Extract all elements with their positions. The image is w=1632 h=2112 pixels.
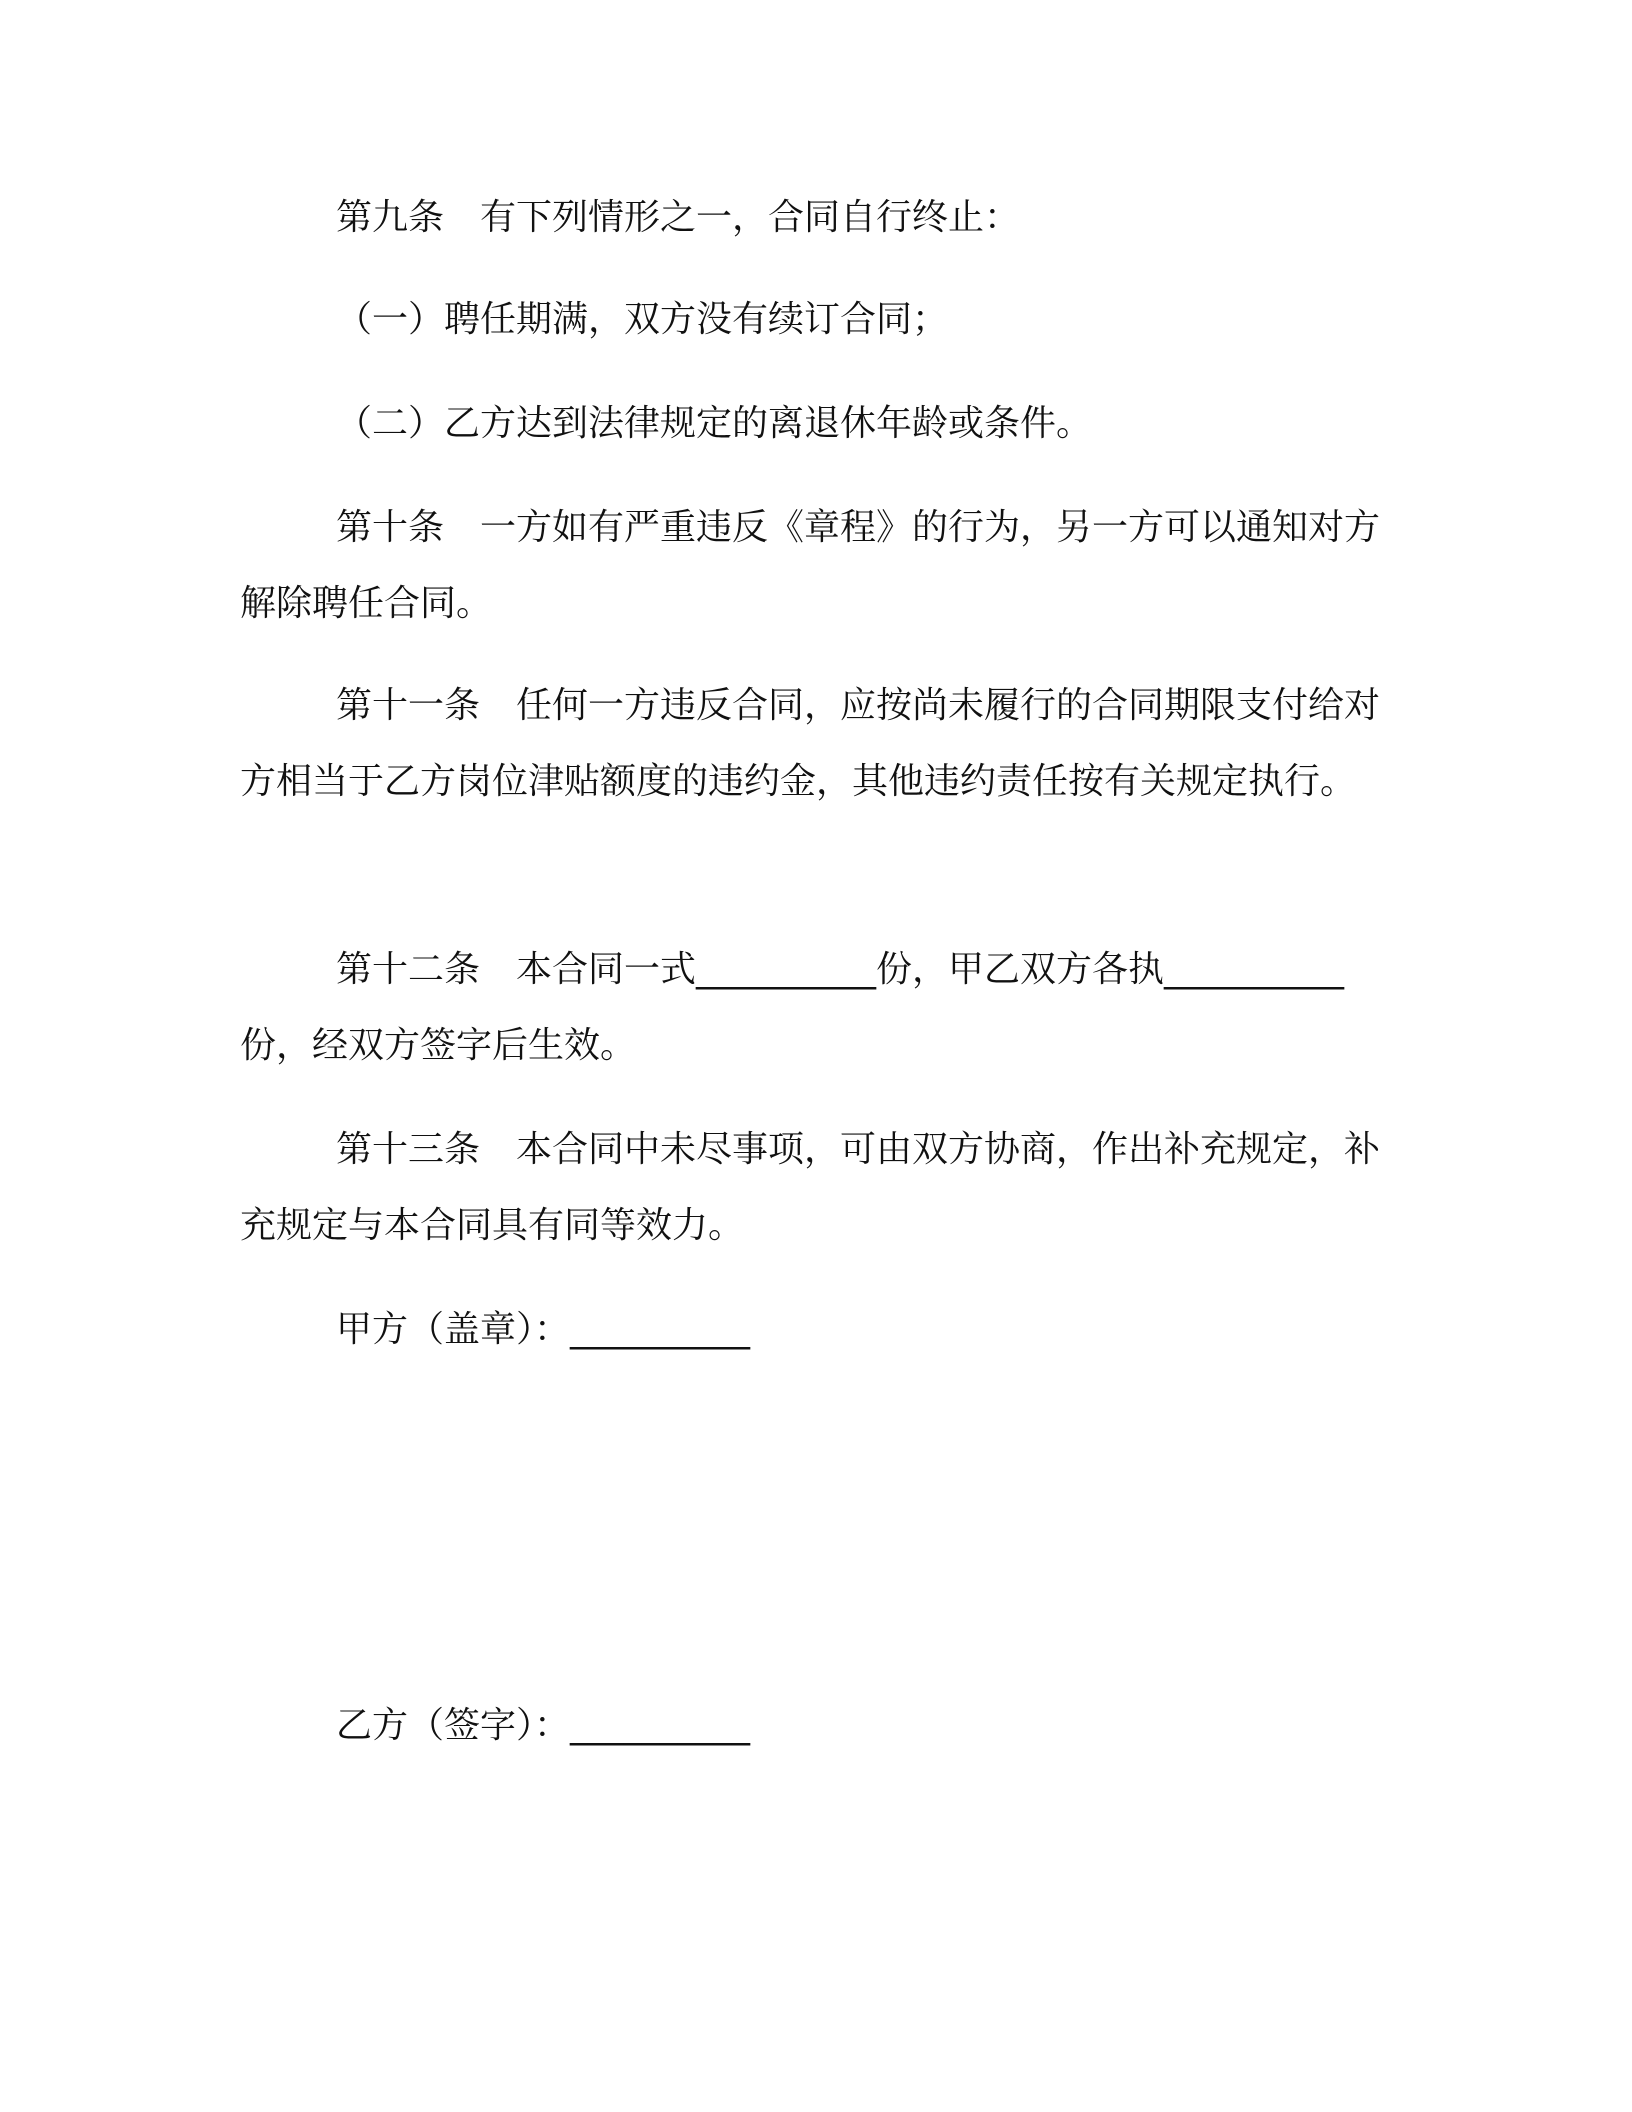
article-9: 第九条 有下列情形之一，合同自行终止： [336,197,1021,238]
party-a-signature-line: 甲方（盖章）：__________ [336,1309,751,1350]
article-11: 第十一条 任何一方违反合同，应按尚未履行的合同期限支付给对方相当于乙方岗位津贴额度的违约金，其他违约责任按有关规定执行。 [240,685,1381,802]
article-10: 第十条 一方如有严重违反《章程》的行为，另一方可以通知对方解除聘任合同。 [240,507,1381,624]
article-12: 第十二条 本合同一式__________份，甲乙双方各执__________份，经双方签字后生效。 [240,949,1345,1066]
party-b-signature-line: 乙方（签字）：__________ [336,1705,751,1746]
article-9-item-1: （一）聘任期满，双方没有续订合同； [336,299,949,340]
article-13: 第十三条 本合同中未尽事项，可由双方协商，作出补充规定，补充规定与本合同具有同等效力。 [240,1129,1381,1246]
article-9-item-2: （二）乙方达到法律规定的离退休年龄或条件。 [336,403,1093,444]
